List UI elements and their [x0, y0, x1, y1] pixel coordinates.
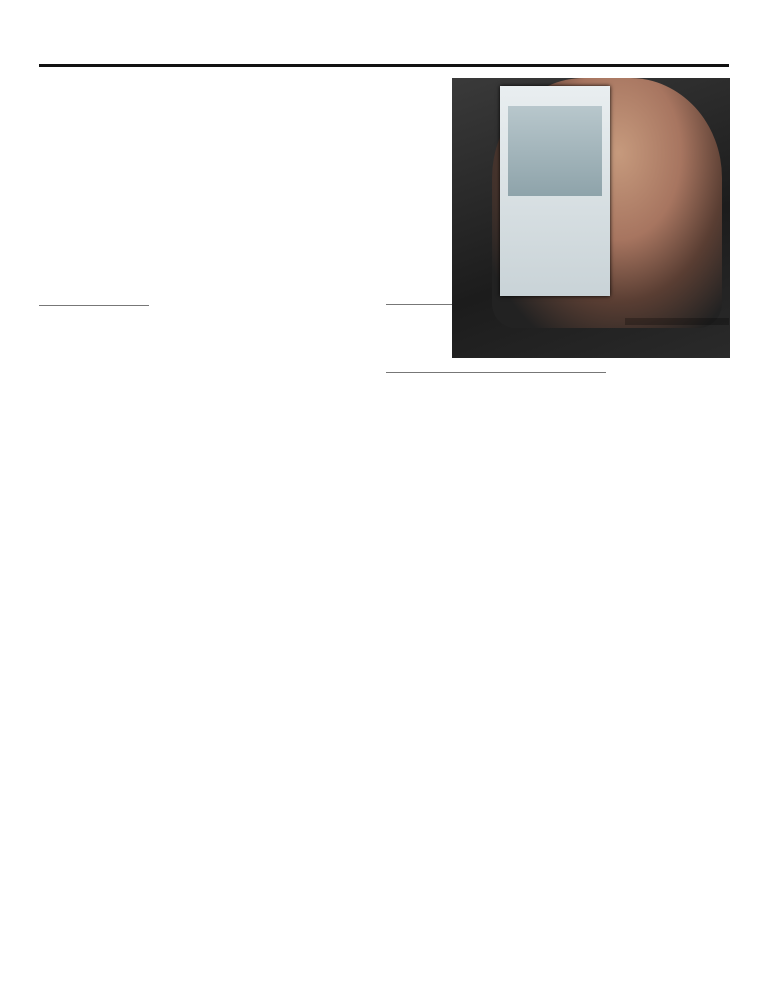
- article1-column-2: [155, 235, 263, 500]
- article1-column-1: [39, 310, 149, 500]
- book-cover: [500, 86, 610, 296]
- photo-caption: [625, 318, 729, 325]
- article1-column-6: [498, 380, 606, 500]
- byline-rule: [39, 305, 149, 306]
- author-photo: [452, 78, 730, 358]
- article1-column-3: [269, 235, 377, 500]
- book-cover-image: [508, 106, 602, 196]
- masthead-rule: [39, 64, 729, 67]
- pullquote-bottom-rule: [386, 372, 606, 373]
- article1-column-5: [384, 380, 492, 500]
